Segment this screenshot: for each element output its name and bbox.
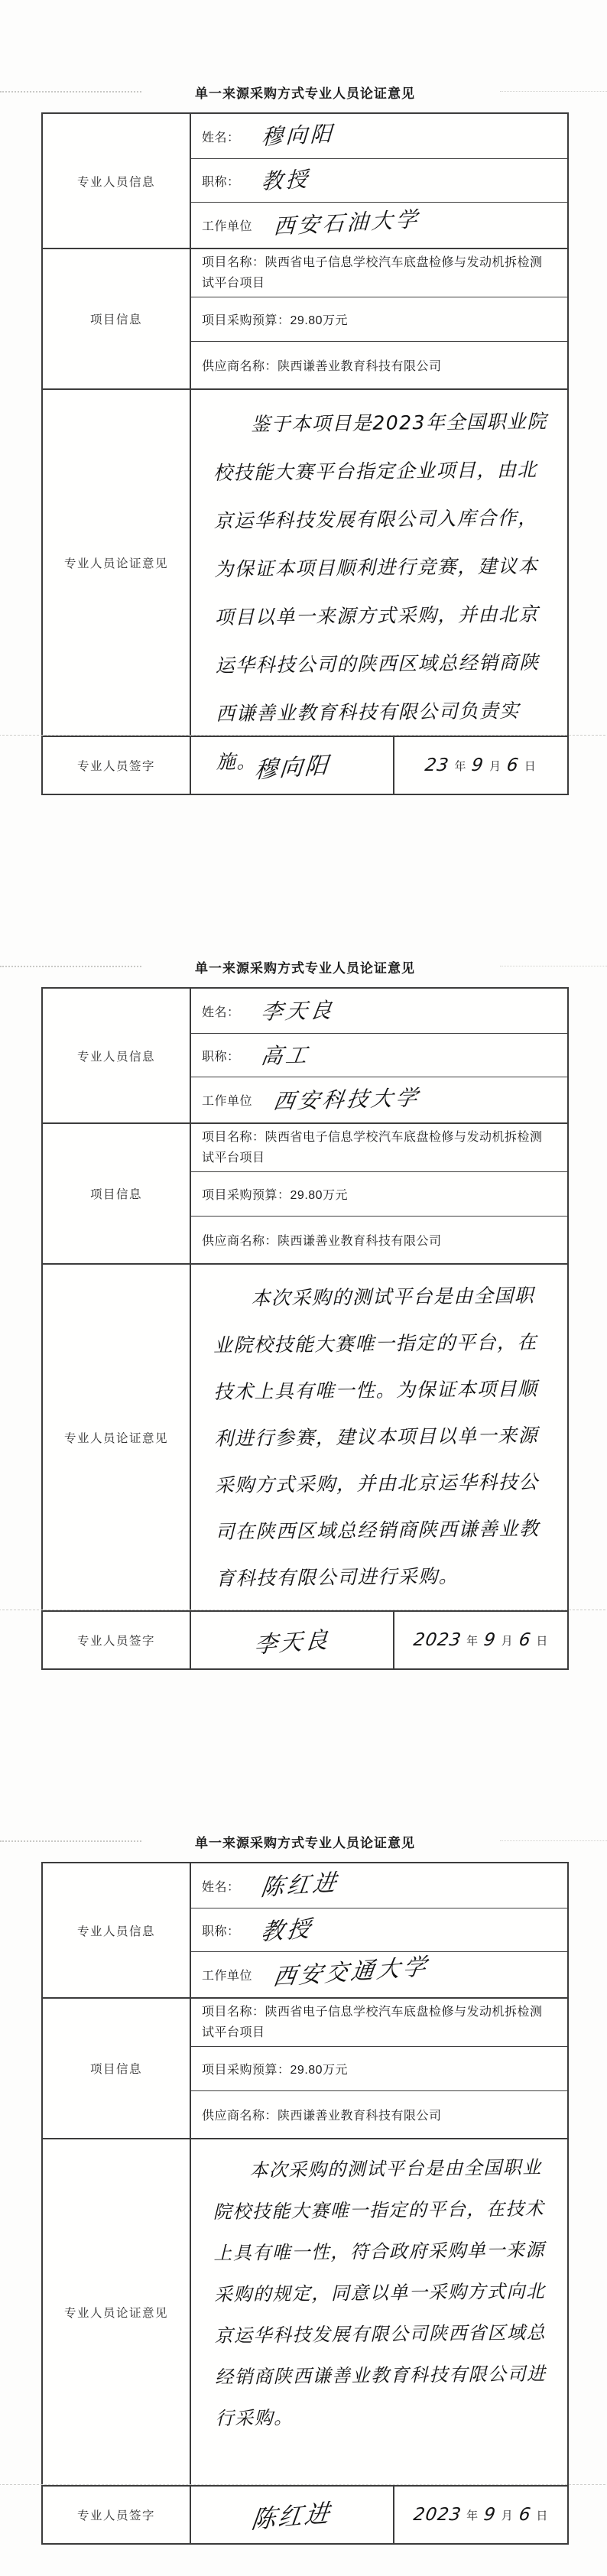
personnel-info-section [43, 1863, 567, 1997]
verification-form-1 [41, 83, 569, 795]
verification-form-3 [41, 1832, 569, 2545]
name-label: 姓名： [202, 1005, 240, 1019]
date-day-handwriting: 6 [517, 2505, 533, 2525]
personnel-info-label: 专业人员信息 [43, 1863, 191, 1997]
form-table [41, 1862, 569, 2545]
work-unit-row [191, 202, 567, 248]
project-name-label: 项目名称： [202, 2006, 265, 2019]
project-name-value: 陕西省电子信息学校汽车底盘检修与发动机拆检测试平台项目 [202, 2006, 543, 2039]
budget-label: 项目采购预算： [202, 314, 291, 327]
title-handwriting: 教授 [260, 166, 311, 195]
budget-value: 29.80万元 [290, 2064, 349, 2077]
project-name-value: 陕西省电子信息学校汽车底盘检修与发动机拆检测试平台项目 [202, 256, 543, 290]
signature-cell [191, 737, 394, 794]
name-handwriting: 穆向阳 [260, 120, 336, 151]
month-label: 月 [501, 2509, 514, 2522]
supplier-label: 供应商名称： [202, 1235, 278, 1248]
month-label: 月 [489, 759, 502, 773]
signature-label: 专业人员签字 [43, 1612, 191, 1668]
date-month-handwriting: 9 [482, 1630, 498, 1650]
work-unit-label: 工作单位 [202, 220, 253, 233]
day-label: 日 [536, 2509, 549, 2522]
date-cell [394, 2487, 567, 2543]
supplier-value: 陕西谦善业教育科技有限公司 [278, 360, 442, 373]
signature-label: 专业人员签字 [43, 737, 191, 794]
personnel-info-section [43, 989, 567, 1122]
budget-label: 项目采购预算： [202, 2064, 291, 2077]
name-row [191, 1863, 567, 1908]
work-unit-handwriting: 西安科技大学 [271, 1084, 423, 1114]
work-unit-row [191, 1951, 567, 1997]
project-name-row [191, 1124, 567, 1171]
name-label: 姓名： [202, 1880, 240, 1894]
opinion-label: 专业人员论证意见 [43, 390, 191, 736]
title-label: 职称： [202, 175, 240, 189]
signature-cell [191, 2487, 394, 2543]
form-title: 单一来源采购方式专业人员论证意见 [41, 83, 569, 102]
title-row [191, 1908, 567, 1951]
project-info-label: 项目信息 [43, 249, 191, 388]
date-month-handwriting: 9 [470, 755, 485, 775]
project-name-value: 陕西省电子信息学校汽车底盘检修与发动机拆检测试平台项目 [202, 1131, 543, 1165]
personnel-info-label: 专业人员信息 [43, 989, 191, 1122]
signature-section [43, 736, 567, 794]
work-unit-label: 工作单位 [202, 1095, 253, 1108]
project-name-label: 项目名称： [202, 256, 265, 269]
supplier-row [191, 341, 567, 388]
signature-label: 专业人员签字 [43, 2487, 191, 2543]
year-label: 年 [466, 1634, 479, 1648]
supplier-label: 供应商名称： [202, 360, 278, 373]
project-name-label: 项目名称： [202, 1131, 265, 1144]
opinion-section [43, 1263, 567, 1610]
date-cell [394, 1612, 567, 1668]
form-table [41, 987, 569, 1670]
date-month-handwriting: 9 [482, 2505, 498, 2525]
year-label: 年 [466, 2509, 479, 2522]
name-handwriting: 李天良 [258, 997, 336, 1025]
opinion-handwriting: 鉴于本项目是2023年全国职业院校技能大赛平台指定企业项目，由北京运华科技发展有限公司入库合作，为保证本项目顺利进行竞赛，建议本项目以单一来源方式采购，并由北京运华科技公司的陕西区域总经销商陕西谦善业教育科技有限公司负责实施。 [213, 410, 548, 773]
signature-section [43, 2485, 567, 2543]
signature-handwriting: 穆向阳 [252, 752, 331, 784]
name-label: 姓名： [202, 131, 240, 145]
budget-row [191, 297, 567, 341]
work-unit-handwriting: 西安交通大学 [271, 1953, 431, 1991]
work-unit-label: 工作单位 [202, 1970, 253, 1983]
date-day-handwriting: 6 [517, 1630, 533, 1650]
budget-row [191, 1171, 567, 1216]
opinion-section [43, 2138, 567, 2485]
opinion-label: 专业人员论证意见 [43, 2139, 191, 2485]
signature-cell [191, 1612, 394, 1668]
title-row [191, 158, 567, 202]
form-table [41, 112, 569, 795]
opinion-handwriting: 本次采购的测试平台是由全国职业院校技能大赛唯一指定的平台，在技术上具有唯一性。为保证本项目顺利进行参赛，建议本项目以单一来源采购方式采购，并由北京运华科技公司在陕西区域总经销商陕西谦善业教育科技有限公司进行采购。 [213, 1284, 540, 1590]
opinion-cell [191, 1265, 567, 1610]
budget-value: 29.80万元 [290, 1189, 349, 1202]
budget-row [191, 2046, 567, 2090]
opinion-label: 专业人员论证意见 [43, 1265, 191, 1610]
supplier-row [191, 2090, 567, 2138]
title-handwriting: 高工 [258, 1042, 312, 1070]
signature-handwriting: 李天良 [252, 1626, 331, 1659]
project-info-label: 项目信息 [43, 1999, 191, 2138]
title-handwriting: 教授 [258, 1915, 315, 1947]
date-year-handwriting: 2023 [411, 2505, 463, 2525]
date-day-handwriting: 6 [505, 755, 521, 775]
signature-section [43, 1610, 567, 1668]
project-info-section [43, 248, 567, 388]
form-title: 单一来源采购方式专业人员论证意见 [41, 957, 569, 976]
opinion-handwriting: 本次采购的测试平台是由全国职业院校技能大赛唯一指定的平台，在技术上具有唯一性，符合政府采购单一来源采购的规定，同意以单一采购方式向北京运华科技发展有限公司陕西省区域总经销商陕西谦善业教育科技有限公司进行采购。 [213, 2156, 547, 2429]
budget-value: 29.80万元 [290, 314, 349, 327]
form-title: 单一来源采购方式专业人员论证意见 [41, 1832, 569, 1851]
work-unit-handwriting: 西安石油大学 [273, 206, 421, 239]
supplier-label: 供应商名称： [202, 2110, 278, 2123]
supplier-row [191, 1216, 567, 1263]
title-label: 职称： [202, 1925, 240, 1938]
project-name-row [191, 1999, 567, 2046]
verification-form-2 [41, 957, 569, 1670]
signature-handwriting: 陈红进 [250, 2498, 334, 2535]
project-info-section [43, 1122, 567, 1263]
title-row [191, 1033, 567, 1077]
project-info-section [43, 1997, 567, 2138]
year-label: 年 [454, 759, 467, 773]
name-handwriting: 陈红进 [258, 1869, 341, 1902]
supplier-value: 陕西谦善业教育科技有限公司 [278, 2110, 442, 2123]
project-info-label: 项目信息 [43, 1124, 191, 1263]
title-label: 职称： [202, 1050, 240, 1064]
day-label: 日 [524, 759, 537, 773]
date-year-handwriting: 2023 [411, 1630, 463, 1650]
budget-label: 项目采购预算： [202, 1189, 291, 1202]
date-cell [394, 737, 567, 794]
day-label: 日 [536, 1634, 549, 1648]
personnel-info-label: 专业人员信息 [43, 114, 191, 248]
name-row [191, 989, 567, 1033]
month-label: 月 [501, 1634, 514, 1648]
project-name-row [191, 249, 567, 297]
work-unit-row [191, 1077, 567, 1122]
supplier-value: 陕西谦善业教育科技有限公司 [278, 1235, 442, 1248]
name-row [191, 114, 567, 158]
personnel-info-section [43, 114, 567, 248]
date-year-handwriting: 23 [424, 755, 451, 775]
opinion-cell [191, 2139, 567, 2485]
